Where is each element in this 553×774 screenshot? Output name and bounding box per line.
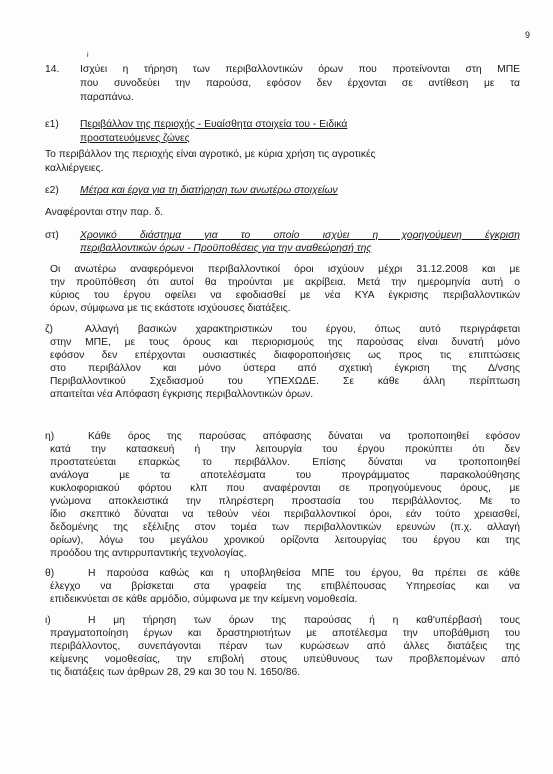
section-e1-text-1: Το περιβάλλον της περιοχής είναι αγροτικό, με κύρια χρήση τις αγροτικές bbox=[45, 149, 376, 160]
section-eta-line-1: Κάθε όρος της παρούσας απόφασης δύναται να τροποποιηθεί εφόσον bbox=[88, 431, 520, 442]
section-st-text-2: την προϋπόθεση ότι αυτοί θα τηρούνται με ακρίβεια. Μετά την ημερομηνία αυτή ο bbox=[50, 277, 520, 288]
section-th-line-1: Η παρούσα καθώς και η υποβληθείσα ΜΠΕ του έργου, θα πρέπει σε κάθε bbox=[88, 568, 520, 579]
section-i-label: ι) bbox=[45, 615, 51, 626]
section-i-line-1: Η μη τήρηση των όρων της παρούσας ή η καθ'υπέρβασή τους bbox=[88, 615, 520, 626]
item-14-line-3: παραπάνω. bbox=[80, 92, 134, 103]
section-eta-line-10: προόδου της αντιρρυπαντικής τεχνολογίας. bbox=[50, 548, 247, 559]
section-e2-label: ε2) bbox=[45, 185, 59, 196]
section-z-line-5: Περιβαλλοντικού Σχεδιασμού του ΥΠΕΧΩΔΕ. Σε κάθε άλλη περίπτωση bbox=[50, 376, 520, 387]
section-st-text-3: κύριος του έργου οφείλει να εφοδιασθεί με νέα ΚΥΑ έγκρισης περιβαλλοντικών bbox=[50, 290, 520, 301]
section-i-line-4: κείμενης νομοθεσίας, την επιβολή στους υπεύθυνους των προβλεπομένων από bbox=[50, 654, 520, 665]
section-i-line-3: περιβάλλοντος, συνεπάγονται πέραν των κυρώσεων από άλλες διατάξεις της bbox=[50, 641, 520, 652]
section-eta-line-9: ορίων), λόγω του μεγάλου χρονικού ορίζοντα λειτουργίας του έργου και της bbox=[50, 535, 520, 546]
section-i-line-2: πραγματοποίηση έργων και δραστηριοτήτων με αποτέλεσμα την υποβάθμιση του bbox=[50, 628, 520, 639]
section-z-line-1: Αλλαγή βασικών χαρακτηριστικών του έργου, όπως αυτό περιγράφεται bbox=[85, 324, 520, 335]
item-14-line-2: που συνοδεύει την παρούσα, εφόσον δεν έρχονται σε αντίθεση με τα bbox=[80, 78, 520, 89]
section-e1-heading-2: προστατευόμενες ζώνες bbox=[80, 133, 190, 144]
section-eta-line-5: κυκλοφοριακού φόρτου κλπ που αναφέρονται σε προηγούμενους όρους, με bbox=[50, 483, 520, 494]
section-e1-label: ε1) bbox=[45, 119, 59, 130]
section-eta-line-8: δεδομένης της εξέλιξης στον τομέα των περιβαλλοντικών ερευνών (π.χ. αλλαγή bbox=[50, 522, 520, 533]
section-eta-line-6: γνώμονα αποκλειστικά την πληρέστερη προστασία του περιβάλλοντος. Με το bbox=[50, 496, 520, 507]
section-eta-line-4: ανάλογα με τα αποτελέσματα του προγράμματος παρακολούθησης bbox=[50, 470, 520, 481]
section-e1-text-2: καλλιέργειες. bbox=[45, 163, 104, 174]
section-eta-line-7: ίδιο σκεπτικό δύναται να τεθούν νέοι περιβαλλοντικοί όροι, εάν τούτο χρειασθεί, bbox=[50, 509, 520, 520]
section-i-line-5: τις διατάξεις των άρθρων 28, 29 και 30 του Ν. 1650/86. bbox=[50, 667, 301, 678]
section-st-text-1: Οι ανωτέρω αναφερόμενοι περιβαλλοντικοί όροι ισχύουν μέχρι 31.12.2008 και με bbox=[50, 264, 520, 275]
section-e2-heading: Μέτρα και έργα για τη διατήρηση των ανωτέρω στοιχείων bbox=[80, 185, 338, 196]
section-z-line-3: εφόσον δεν επέρχονται ουσιαστικές διαφοροποιήσεις ως προς τις επιπτώσεις bbox=[50, 350, 520, 361]
section-z-line-4: στο περιβάλλον και μόνο ύστερα από σχετική έγκριση της Δ/νσης bbox=[50, 363, 520, 374]
section-e1-heading-1: Περιβάλλον της περιοχής - Ευαίσθητα στοιχεία του - Ειδικά bbox=[80, 119, 348, 130]
section-eta-line-3: προστατεύεται επαρκώς το περιβάλλον. Επίσης δύναται να τροποποιηθεί bbox=[50, 457, 520, 468]
item-14-number: 14. bbox=[45, 64, 60, 75]
section-st-heading-2: περιβαλλοντικών όρων - Προϋποθέσεις για την αναθεώρησή της bbox=[80, 243, 372, 254]
page-number: 9 bbox=[525, 30, 531, 40]
section-st-label: στ) bbox=[45, 230, 59, 241]
section-th-line-3: επιδεικνύεται σε κάθε αρμόδιο, σύμφωνα με την κείμενη νομοθεσία. bbox=[50, 594, 358, 605]
section-th-line-2: έλεγχο να βρίσκεται στα γραφεία της επιβλέπουσας Υπηρεσίας και να bbox=[50, 581, 520, 592]
section-eta-label: η) bbox=[45, 431, 55, 442]
section-z-label: ζ) bbox=[45, 324, 53, 335]
section-z-line-2: στην ΜΠΕ, με τους όρους και περιορισμούς της παρούσας είναι δυνατή μόνο bbox=[50, 337, 520, 348]
section-st-text-4: όρων, σύμφωνα με τις εκάστοτε ισχύουσες διατάξεις. bbox=[50, 303, 291, 314]
section-th-label: θ) bbox=[45, 568, 55, 579]
section-st-heading-1: Χρονικό διάστημα για το οποίο ισχύει η χορηγούμενη έγκριση bbox=[80, 230, 520, 241]
section-eta-line-2: κατά την κατασκευή ή την λειτουργία του έργου προκύπτει ότι δεν bbox=[50, 444, 520, 455]
section-z-line-6: απαιτείται νέα Απόφαση έγκρισης περιβαλλοντικών όρων. bbox=[50, 389, 314, 400]
section-e2-text: Αναφέρονται στην παρ. δ. bbox=[45, 207, 164, 218]
item-14-line-1: Ισχύει η τήρηση των περιβαλλοντικών όρων που προτείνονται στη ΜΠΕ bbox=[80, 64, 520, 75]
handwritten-mark: i bbox=[87, 52, 89, 59]
